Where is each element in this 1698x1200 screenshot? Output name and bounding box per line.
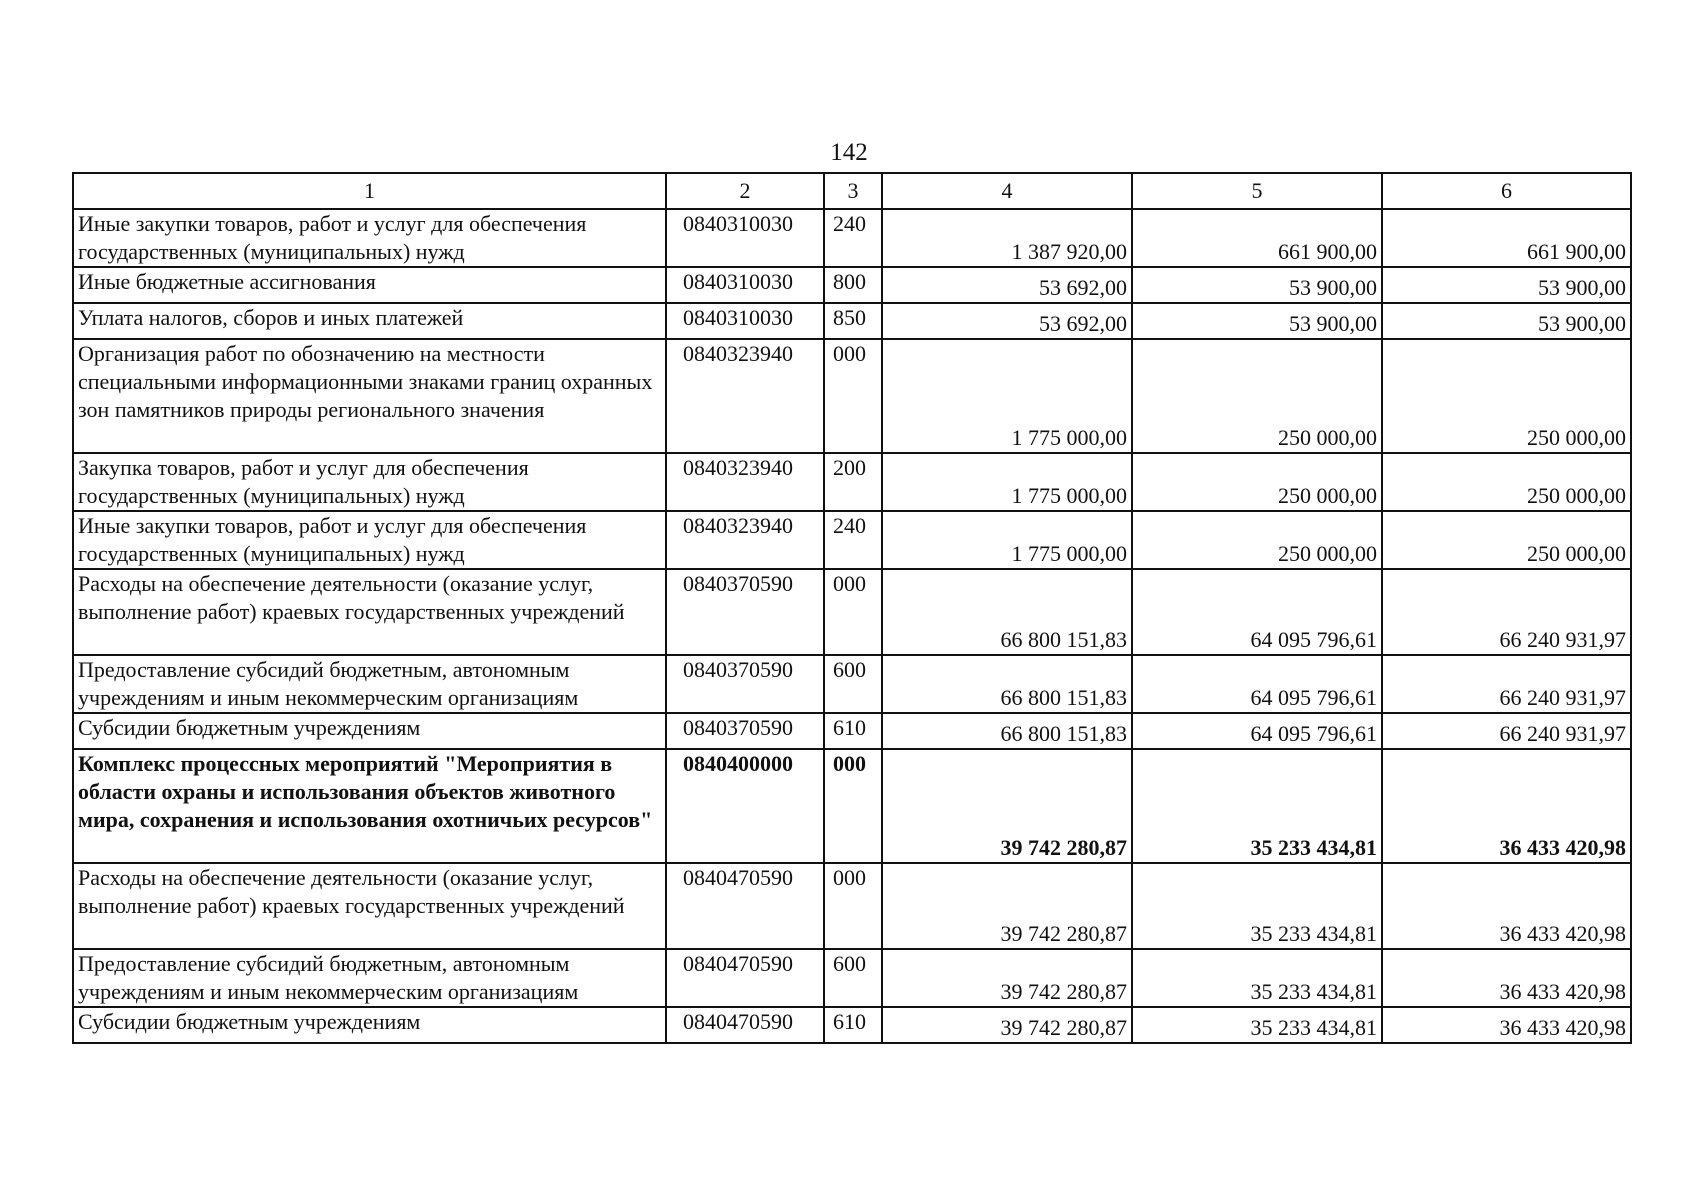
- table-row: [73, 569, 1631, 655]
- row-amount-col6: 36 433 420,98: [1382, 1007, 1631, 1043]
- row-expense-type: 000: [824, 339, 882, 453]
- table-row: [73, 713, 1631, 749]
- row-amount-col5: 64 095 796,61: [1132, 655, 1382, 713]
- row-amount-col4: 1 775 000,00: [882, 453, 1132, 511]
- row-expense-type: 800: [824, 267, 882, 303]
- row-code: 0840323940: [666, 453, 824, 511]
- row-code: 0840323940: [666, 339, 824, 453]
- page-number: 142: [830, 139, 868, 166]
- row-amount-col5: 35 233 434,81: [1132, 949, 1382, 1007]
- row-amount-col5: 53 900,00: [1132, 303, 1382, 339]
- column-header-1: 1: [73, 173, 666, 209]
- row-amount-col4: 66 800 151,83: [882, 655, 1132, 713]
- table-body: [73, 173, 1631, 1043]
- row-name: Предоставление субсидий бюджетным, автономным учреждениям и иным некоммерческим организациям: [73, 655, 666, 713]
- row-amount-col5: 64 095 796,61: [1132, 713, 1382, 749]
- row-amount-col5: 35 233 434,81: [1132, 1007, 1382, 1043]
- row-amount-col5: 250 000,00: [1132, 511, 1382, 569]
- row-amount-col6: 36 433 420,98: [1382, 949, 1631, 1007]
- row-amount-col6: 66 240 931,97: [1382, 569, 1631, 655]
- row-amount-col4: 39 742 280,87: [882, 949, 1132, 1007]
- row-code: 0840470590: [666, 949, 824, 1007]
- row-code: 0840310030: [666, 209, 824, 267]
- row-amount-col4: 53 692,00: [882, 303, 1132, 339]
- row-name: Субсидии бюджетным учреждениям: [73, 713, 666, 749]
- row-amount-col5: 661 900,00: [1132, 209, 1382, 267]
- budget-table: [72, 172, 1632, 1044]
- column-header-4: 4: [882, 173, 1132, 209]
- row-expense-type: 610: [824, 1007, 882, 1043]
- row-code: 0840470590: [666, 1007, 824, 1043]
- row-amount-col6: 250 000,00: [1382, 453, 1631, 511]
- row-expense-type: 600: [824, 655, 882, 713]
- row-amount-col6: 36 433 420,98: [1382, 749, 1631, 863]
- row-amount-col5: 64 095 796,61: [1132, 569, 1382, 655]
- row-expense-type: 240: [824, 511, 882, 569]
- row-expense-type: 850: [824, 303, 882, 339]
- row-amount-col5: 35 233 434,81: [1132, 863, 1382, 949]
- row-name: Расходы на обеспечение деятельности (оказание услуг, выполнение работ) краевых государственных учреждений: [73, 863, 666, 949]
- row-expense-type: 000: [824, 863, 882, 949]
- row-name: Субсидии бюджетным учреждениям: [73, 1007, 666, 1043]
- row-name: Уплата налогов, сборов и иных платежей: [73, 303, 666, 339]
- row-amount-col6: 250 000,00: [1382, 339, 1631, 453]
- row-amount-col6: 53 900,00: [1382, 303, 1631, 339]
- row-expense-type: 600: [824, 949, 882, 1007]
- row-amount-col6: 66 240 931,97: [1382, 655, 1631, 713]
- row-code: 0840323940: [666, 511, 824, 569]
- table-header-row: [73, 173, 1631, 209]
- table-row: [73, 863, 1631, 949]
- table-row: [73, 655, 1631, 713]
- column-header-5: 5: [1132, 173, 1382, 209]
- row-code: 0840370590: [666, 713, 824, 749]
- row-name: Организация работ по обозначению на местности специальными информационными знаками границ охранных зон памятников природы регионального значения: [73, 339, 666, 453]
- row-name: Расходы на обеспечение деятельности (оказание услуг, выполнение работ) краевых государственных учреждений: [73, 569, 666, 655]
- table-row: [73, 1007, 1631, 1043]
- row-amount-col4: 1 775 000,00: [882, 511, 1132, 569]
- row-code: 0840470590: [666, 863, 824, 949]
- row-amount-col5: 250 000,00: [1132, 339, 1382, 453]
- row-code: 0840400000: [666, 749, 824, 863]
- row-amount-col6: 250 000,00: [1382, 511, 1631, 569]
- row-name: Иные закупки товаров, работ и услуг для обеспечения государственных (муниципальных) нужд: [73, 209, 666, 267]
- row-code: 0840370590: [666, 569, 824, 655]
- table-row: [73, 453, 1631, 511]
- row-name: Иные закупки товаров, работ и услуг для обеспечения государственных (муниципальных) нужд: [73, 511, 666, 569]
- row-amount-col5: 250 000,00: [1132, 453, 1382, 511]
- row-amount-col6: 53 900,00: [1382, 267, 1631, 303]
- row-code: 0840310030: [666, 303, 824, 339]
- table-row: [73, 303, 1631, 339]
- row-name: Комплекс процессных мероприятий "Мероприятия в области охраны и использования объектов животного мира, сохранения и использования охотничьих ресурсов": [73, 749, 666, 863]
- row-amount-col5: 53 900,00: [1132, 267, 1382, 303]
- row-amount-col4: 1 775 000,00: [882, 339, 1132, 453]
- column-header-3: 3: [824, 173, 882, 209]
- table-row: [73, 749, 1631, 863]
- row-expense-type: 240: [824, 209, 882, 267]
- row-amount-col4: 39 742 280,87: [882, 863, 1132, 949]
- row-name: Закупка товаров, работ и услуг для обеспечения государственных (муниципальных) нужд: [73, 453, 666, 511]
- row-name: Предоставление субсидий бюджетным, автономным учреждениям и иным некоммерческим организациям: [73, 949, 666, 1007]
- row-amount-col4: 66 800 151,83: [882, 569, 1132, 655]
- table-row: [73, 209, 1631, 267]
- row-amount-col6: 36 433 420,98: [1382, 863, 1631, 949]
- row-expense-type: 200: [824, 453, 882, 511]
- row-expense-type: 610: [824, 713, 882, 749]
- row-amount-col4: 39 742 280,87: [882, 749, 1132, 863]
- column-header-6: 6: [1382, 173, 1631, 209]
- row-name: Иные бюджетные ассигнования: [73, 267, 666, 303]
- table-row: [73, 267, 1631, 303]
- row-code: 0840370590: [666, 655, 824, 713]
- row-amount-col6: 661 900,00: [1382, 209, 1631, 267]
- table-row: [73, 511, 1631, 569]
- row-amount-col4: 39 742 280,87: [882, 1007, 1132, 1043]
- row-expense-type: 000: [824, 569, 882, 655]
- row-expense-type: 000: [824, 749, 882, 863]
- row-amount-col5: 35 233 434,81: [1132, 749, 1382, 863]
- row-amount-col4: 1 387 920,00: [882, 209, 1132, 267]
- table-row: [73, 949, 1631, 1007]
- row-code: 0840310030: [666, 267, 824, 303]
- row-amount-col4: 53 692,00: [882, 267, 1132, 303]
- table-row: [73, 339, 1631, 453]
- row-amount-col6: 66 240 931,97: [1382, 713, 1631, 749]
- column-header-2: 2: [666, 173, 824, 209]
- row-amount-col4: 66 800 151,83: [882, 713, 1132, 749]
